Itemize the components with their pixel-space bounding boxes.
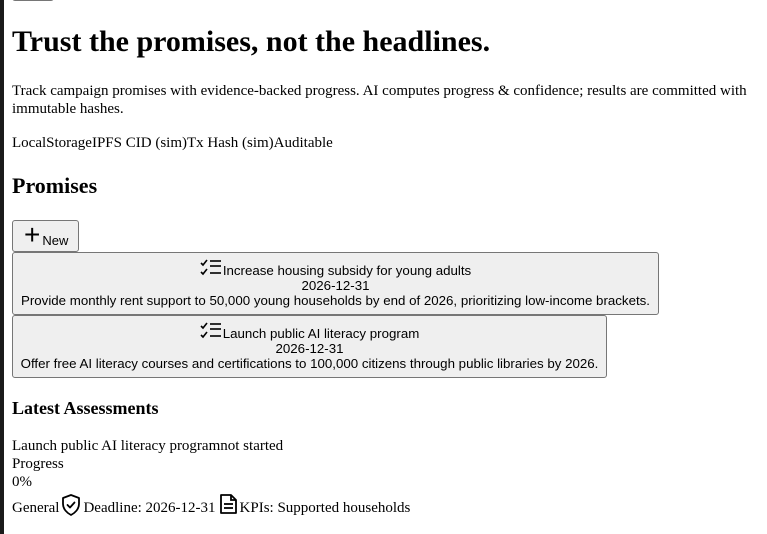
- promise-card[interactable]: [12, 252, 659, 315]
- page-title: Trust the promises, not the headlines.: [12, 25, 491, 58]
- assessment-title: Launch public AI literacy program: [12, 438, 221, 454]
- assessment-item: [12, 437, 410, 517]
- new-button-label: New: [42, 233, 69, 248]
- assessment-deadline: Deadline: 2026-12-31: [83, 500, 216, 516]
- checklist-icon: [200, 321, 222, 341]
- assessments-heading: Latest Assessments: [12, 398, 159, 418]
- badge-localstorage: LocalStorage: [12, 135, 92, 151]
- plus-icon: +: [24, 219, 41, 250]
- progress-value: 0%: [12, 474, 32, 490]
- promise-deadline: 2026-12-31: [301, 278, 370, 293]
- promise-card[interactable]: [12, 315, 607, 378]
- badge-auditable: Auditable: [273, 135, 333, 151]
- document-icon: [217, 493, 239, 517]
- badge-ipfs-cid: IPFS CID (sim): [91, 135, 187, 151]
- promise-deadline: 2026-12-31: [275, 341, 344, 356]
- assessment-kpis: KPIs: Supported households: [239, 500, 411, 516]
- tagline: Track campaign promises with evidence-backed progress. AI computes progress & confidence; results are committed with immutable hashes.: [12, 83, 747, 117]
- promise-description: Offer free AI literacy courses and certifications to 100,000 citizens through public libraries by 2026.: [20, 356, 599, 371]
- checklist-icon: [200, 258, 222, 278]
- promise-title: Increase housing subsidy for young adults: [222, 263, 472, 278]
- assessment-status: not started: [220, 438, 284, 454]
- promise-title: Launch public AI literacy program: [222, 326, 420, 341]
- promises-heading: Promises: [12, 173, 98, 198]
- assessment-category: General: [12, 500, 60, 516]
- badge-tx-hash: Tx Hash (sim): [187, 135, 274, 151]
- shield-check-icon: [60, 493, 82, 517]
- new-promise-button[interactable]: [12, 220, 79, 252]
- window-edge: [0, 0, 4, 534]
- badge-list: [12, 134, 333, 152]
- promise-description: Provide monthly rent support to 50,000 young households by end of 2026, prioritizing low-income brackets.: [20, 293, 650, 308]
- top-button[interactable]: [12, 0, 54, 1]
- progress-label: Progress: [12, 456, 64, 472]
